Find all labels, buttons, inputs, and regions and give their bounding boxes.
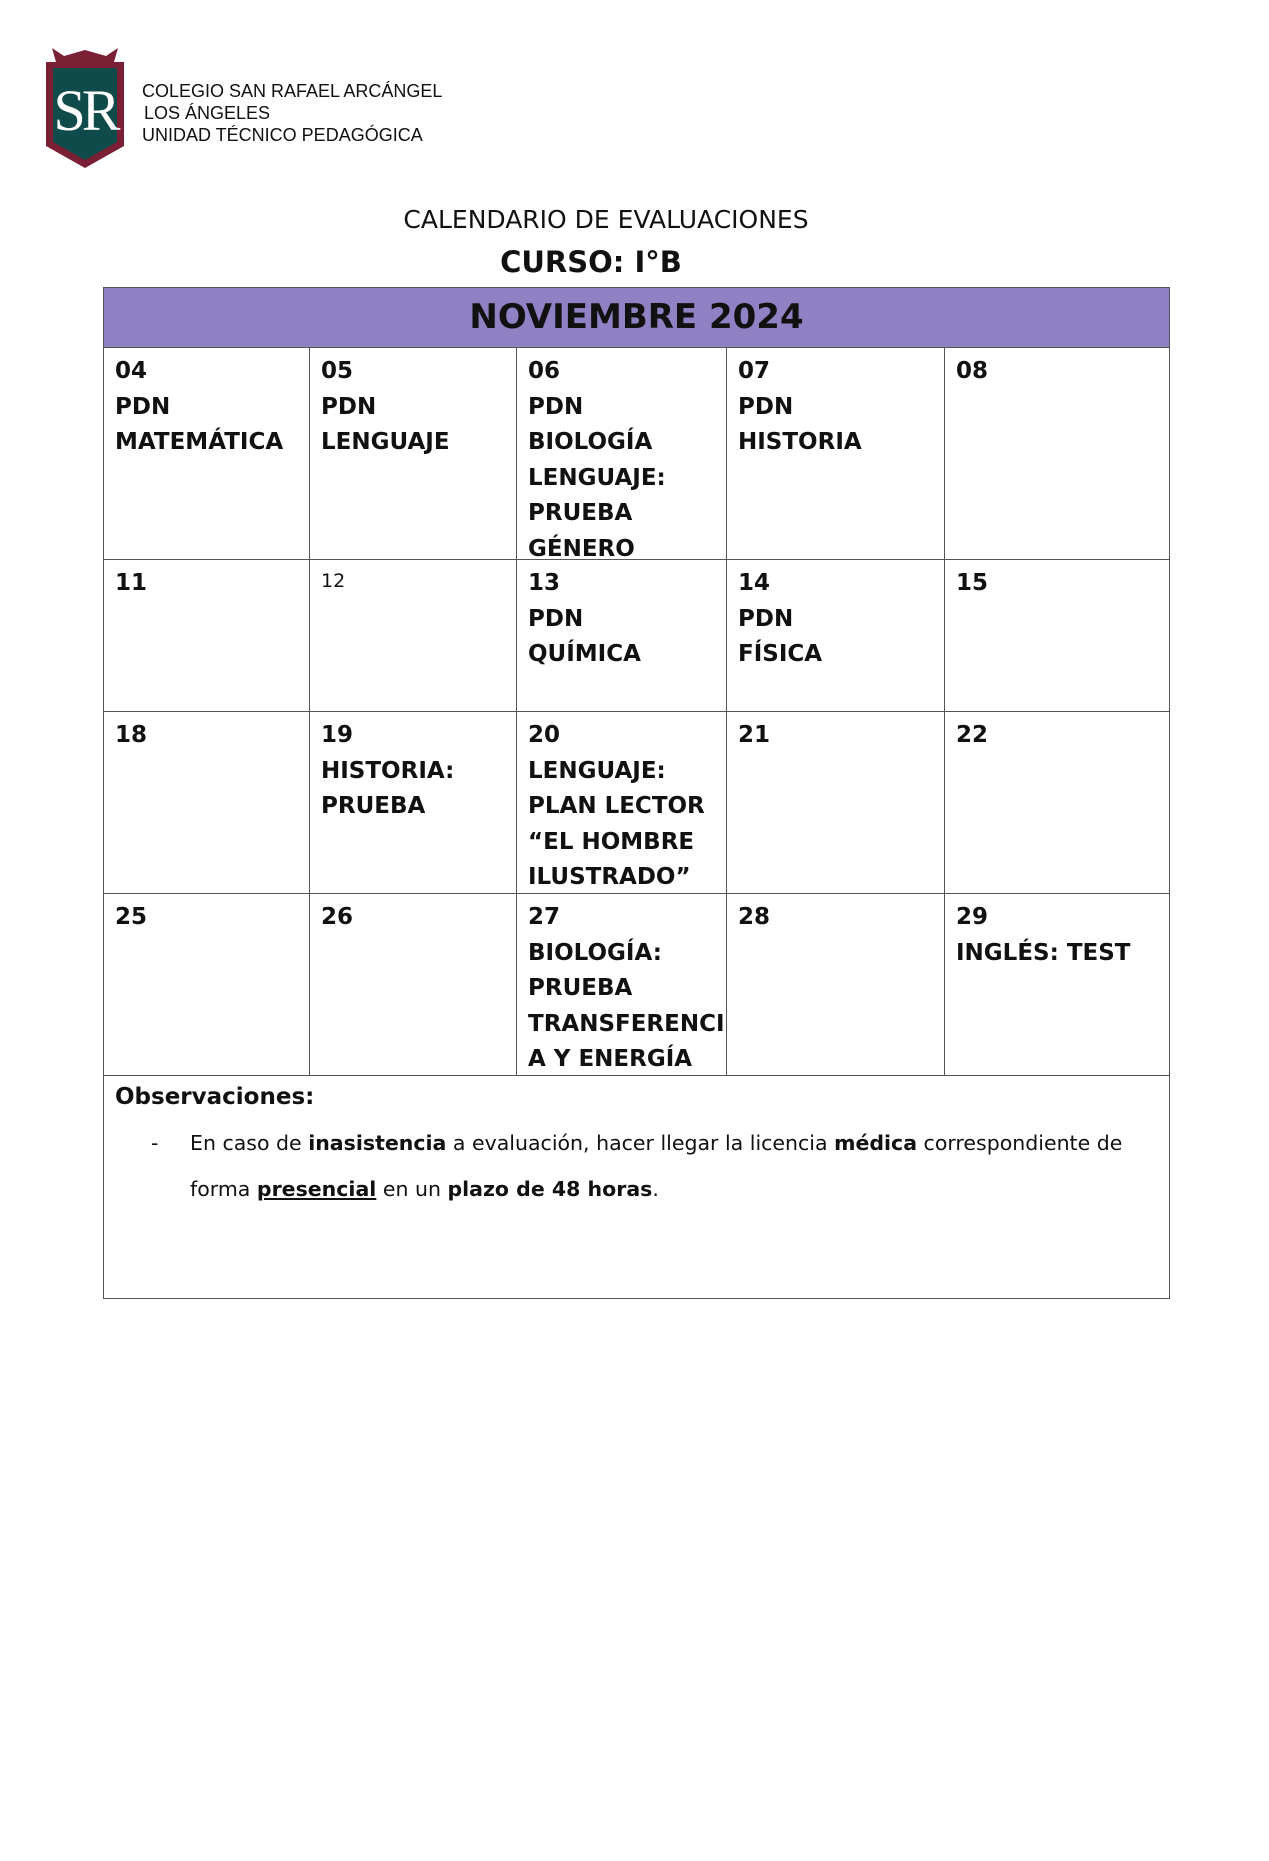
evaluation-line: “EL HOMBRE [528, 828, 695, 855]
evaluation-line: GÉNERO [528, 535, 635, 559]
day-number: 20 [528, 722, 561, 748]
calendar-week-row [104, 712, 1169, 894]
evaluation-line: PRUEBA [528, 975, 633, 1001]
calendar-week-row [104, 348, 1169, 560]
calendar-day-cell [104, 560, 310, 711]
document-title: CALENDARIO DE EVALUACIONES [403, 205, 809, 234]
day-number: 13 [528, 570, 561, 596]
calendar-table [103, 287, 1170, 1299]
calendar-day-cell [727, 560, 945, 711]
evaluation-line: PRUEBA [321, 793, 426, 819]
observations-title: Observaciones: [115, 1084, 315, 1110]
school-name: COLEGIO SAN RAFAEL ARCÁNGEL [142, 81, 443, 101]
observation-fragment: en un [376, 1177, 448, 1201]
calendar-day-cell [517, 560, 727, 711]
day-number: 22 [956, 722, 989, 748]
calendar-day-cell [104, 348, 310, 559]
evaluation-line: TRANSFERENCI [528, 1010, 725, 1037]
crown-shape [52, 48, 118, 62]
day-number: 29 [956, 904, 989, 930]
day-number: 18 [115, 722, 148, 748]
calendar-day-cell [310, 712, 517, 893]
observations-box [104, 1076, 1169, 1298]
calendar-day-cell [310, 560, 517, 711]
day-number: 15 [956, 570, 989, 596]
calendar-day-cell [945, 894, 1169, 1075]
observation-fragment: En caso de [190, 1131, 309, 1155]
evaluation-line: LENGUAJE [321, 429, 450, 455]
calendar-day-cell [517, 348, 727, 559]
observation-fragment: correspondiente de forma [190, 1131, 1123, 1201]
calendar-day-cell [945, 560, 1169, 711]
calendar-day-cell [727, 894, 945, 1075]
evaluation-line: FÍSICA [738, 641, 823, 667]
observation-text [190, 1131, 1122, 1201]
calendar-day-cell [517, 712, 727, 893]
school-city: LOS ÁNGELES [144, 103, 271, 123]
calendar-day-cell [517, 894, 727, 1075]
evaluation-line: LENGUAJE: [528, 757, 666, 784]
calendar-week-row [104, 894, 1169, 1076]
day-number: 27 [528, 904, 561, 930]
day-number: 28 [738, 904, 771, 930]
calendar-day-cell [310, 894, 517, 1075]
month-header: NOVIEMBRE 2024 [104, 288, 1169, 348]
day-number: 19 [321, 722, 354, 748]
evaluation-line: PRUEBA [528, 500, 633, 526]
calendar-day-cell [104, 894, 310, 1075]
day-number: 04 [115, 358, 148, 384]
day-number: 26 [321, 904, 354, 930]
evaluation-line: PDN [528, 605, 584, 632]
evaluation-line: INGLÉS: TEST [956, 939, 1131, 966]
day-number: 21 [738, 722, 771, 748]
calendar-day-cell [727, 348, 945, 559]
calendar-weeks [104, 348, 1169, 1076]
evaluation-line: QUÍMICA [528, 641, 641, 667]
observation-item [115, 1120, 1159, 1212]
logo-monogram: SR [53, 78, 117, 143]
evaluation-line: PDN [115, 393, 171, 420]
evaluation-line: BIOLOGÍA [528, 429, 653, 455]
evaluation-line: PLAN LECTOR [528, 793, 705, 819]
day-number: 12 [321, 570, 346, 592]
school-header [142, 80, 442, 146]
evaluation-line: A Y ENERGÍA [528, 1046, 693, 1072]
observation-fragment: inasistencia [308, 1131, 447, 1155]
day-number: 06 [528, 358, 561, 384]
evaluation-line: BIOLOGÍA: [528, 939, 662, 966]
calendar-week-row [104, 560, 1169, 712]
evaluation-line: ILUSTRADO” [528, 864, 691, 890]
observation-fragment: médica [834, 1131, 918, 1155]
calendar-day-cell [727, 712, 945, 893]
observation-fragment: plazo de 48 horas [447, 1177, 653, 1201]
bullet-dash: - [151, 1131, 159, 1155]
school-logo [44, 46, 126, 170]
school-unit: UNIDAD TÉCNICO PEDAGÓGICA [142, 125, 423, 145]
day-number: 07 [738, 358, 771, 384]
calendar-day-cell [945, 348, 1169, 559]
evaluation-line: PDN [528, 393, 584, 420]
course-label: CURSO: I°B [500, 245, 682, 279]
calendar-day-cell [310, 348, 517, 559]
observation-fragment: presencial [256, 1177, 377, 1201]
day-number: 14 [738, 570, 771, 596]
day-number: 11 [115, 570, 148, 596]
observation-fragment: a evaluación, hacer llegar la licencia [446, 1131, 835, 1155]
calendar-day-cell [945, 712, 1169, 893]
evaluation-line: HISTORIA [738, 429, 862, 455]
evaluation-line: PDN [738, 393, 794, 420]
evaluation-line: HISTORIA: [321, 757, 455, 784]
observation-fragment: . [652, 1177, 659, 1201]
evaluation-line: PDN [321, 393, 377, 420]
day-number: 25 [115, 904, 148, 930]
calendar-day-cell [104, 712, 310, 893]
evaluation-line: PDN [738, 605, 794, 632]
evaluation-line: MATEMÁTICA [115, 429, 284, 455]
evaluation-line: LENGUAJE: [528, 464, 666, 491]
day-number: 05 [321, 358, 354, 384]
day-number: 08 [956, 358, 989, 384]
